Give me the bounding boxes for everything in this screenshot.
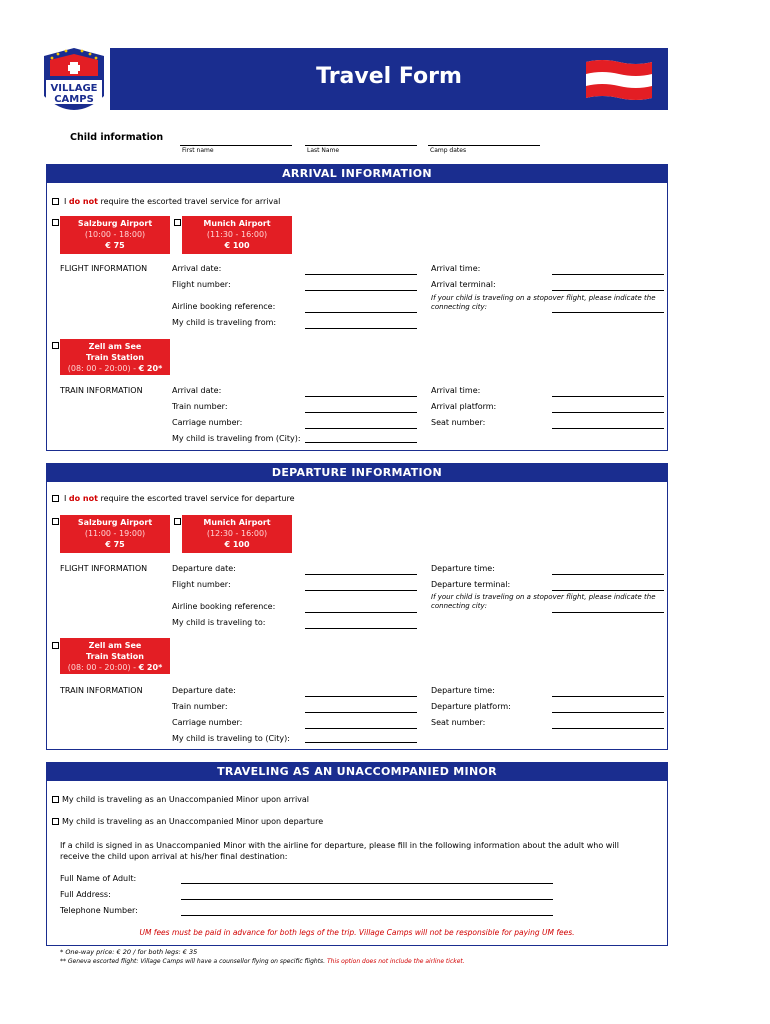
departure-airline-ref-field[interactable] [305, 612, 417, 613]
arrival-terminal-label: Arrival terminal: [431, 280, 496, 289]
arrival-salzburg-checkbox[interactable] [52, 219, 59, 226]
departure-flight-number-label: Flight number: [172, 580, 231, 589]
austria-flag-icon [586, 58, 652, 102]
departure-carriage-number-field[interactable] [305, 728, 417, 729]
arrival-optout-text: I do not require the escorted travel service for arrival [64, 197, 281, 206]
unaccompanied-minor-section [46, 762, 668, 946]
departure-date-label: Departure date: [172, 564, 236, 573]
page-title: Travel Form [316, 64, 462, 89]
um-full-name-label: Full Name of Adult: [60, 874, 137, 883]
um-telephone-field[interactable] [181, 915, 553, 916]
svg-text:CAMPS: CAMPS [54, 94, 94, 105]
departure-platform-label: Departure platform: [431, 702, 511, 711]
departure-salzburg-option: Salzburg Airport (11:00 - 19:00) € 75 [60, 515, 170, 553]
train-departure-date-label: Departure date: [172, 686, 236, 695]
departure-heading: DEPARTURE INFORMATION [47, 464, 667, 482]
departure-optout-text: I do not require the escorted travel service for departure [64, 494, 295, 503]
arrival-date-label: Arrival date: [172, 264, 222, 273]
arrival-optout-checkbox[interactable] [52, 198, 59, 205]
title-banner [110, 48, 668, 110]
departure-zell-option: Zell am See Train Station (08: 00 - 20:00) - € 20* [60, 638, 170, 674]
last-name-caption: Last Name [307, 147, 340, 154]
last-name-field[interactable] [305, 145, 417, 146]
carriage-number-label: Carriage number: [172, 418, 243, 427]
arrival-platform-label: Arrival platform: [431, 402, 497, 411]
departure-seat-label: Seat number: [431, 718, 486, 727]
arrival-seat-field[interactable] [552, 428, 664, 429]
train-arrival-date-field[interactable] [305, 396, 417, 397]
departure-to-city-field[interactable] [305, 742, 417, 743]
departure-train-number-label: Train number: [172, 702, 228, 711]
train-arrival-time-field[interactable] [552, 396, 664, 397]
arrival-seat-label: Seat number: [431, 418, 486, 427]
train-departure-date-field[interactable] [305, 696, 417, 697]
svg-text:VILLAGE: VILLAGE [50, 83, 98, 94]
train-departure-time-label: Departure time: [431, 686, 495, 695]
um-address-label: Full Address: [60, 890, 111, 899]
departure-zell-checkbox[interactable] [52, 642, 59, 649]
um-telephone-label: Telephone Number: [60, 906, 138, 915]
train-number-label: Train number: [172, 402, 228, 411]
departure-stopover-note: If your child is traveling on a stopover flight, please indicate the connecting city: [431, 593, 656, 610]
um-address-field[interactable] [181, 899, 553, 900]
departure-time-field[interactable] [552, 574, 664, 575]
departure-to-field[interactable] [305, 628, 417, 629]
arrival-terminal-field[interactable] [552, 290, 664, 291]
arrival-flight-number-field[interactable] [305, 290, 417, 291]
footnote-one-way-price: * One-way price: € 20 / for both legs: € 35 [60, 948, 198, 956]
arrival-munich-option: Munich Airport (11:30 - 16:00) € 100 [182, 216, 292, 254]
train-number-field[interactable] [305, 412, 417, 413]
arrival-stopover-note: If your child is traveling on a stopover flight, please indicate the connecting city: [431, 294, 656, 311]
train-arrival-date-label: Arrival date: [172, 386, 222, 395]
arrival-flight-info-label: FLIGHT INFORMATION [60, 264, 148, 273]
departure-carriage-number-label: Carriage number: [172, 718, 243, 727]
village-camps-logo [40, 46, 108, 126]
arrival-flight-number-label: Flight number: [172, 280, 231, 289]
arrival-time-label: Arrival time: [431, 264, 481, 273]
departure-optout-checkbox[interactable] [52, 495, 59, 502]
first-name-caption: First name [182, 147, 214, 154]
departure-seat-field[interactable] [552, 728, 664, 729]
footnote-geneva-escort: ** Geneva escorted flight: Village Camps will have a counsellor flying on specific flights. This option does not include the airline ticket. [60, 958, 465, 965]
carriage-number-field[interactable] [305, 428, 417, 429]
departure-train-info-label: TRAIN INFORMATION [60, 686, 143, 695]
camp-dates-field[interactable] [428, 145, 540, 146]
arrival-zell-option: Zell am See Train Station (08: 00 - 20:00) - € 20* [60, 339, 170, 375]
arrival-time-field[interactable] [552, 274, 664, 275]
departure-time-label: Departure time: [431, 564, 495, 573]
departure-airline-ref-label: Airline booking reference: [172, 602, 276, 611]
arrival-zell-checkbox[interactable] [52, 342, 59, 349]
um-arrival-checkbox[interactable] [52, 796, 59, 803]
arrival-heading: ARRIVAL INFORMATION [47, 165, 667, 183]
camp-dates-caption: Camp dates [430, 147, 467, 154]
departure-date-field[interactable] [305, 574, 417, 575]
arrival-connecting-city-field[interactable] [552, 312, 664, 313]
departure-flight-info-label: FLIGHT INFORMATION [60, 564, 148, 573]
departure-to-label: My child is traveling to: [172, 618, 266, 627]
arrival-airline-ref-label: Airline booking reference: [172, 302, 276, 311]
departure-connecting-city-field[interactable] [552, 612, 664, 613]
um-fee-note: UM fees must be paid in advance for both legs of the trip. Village Camps will not be responsible for paying UM fees. [139, 928, 575, 937]
departure-munich-checkbox[interactable] [174, 518, 181, 525]
arrival-munich-checkbox[interactable] [174, 219, 181, 226]
arrival-from-city-field[interactable] [305, 442, 417, 443]
departure-to-city-label: My child is traveling to (City): [172, 734, 290, 743]
arrival-train-info-label: TRAIN INFORMATION [60, 386, 143, 395]
um-arrival-label: My child is traveling as an Unaccompanied Minor upon arrival [62, 795, 310, 804]
departure-terminal-field[interactable] [552, 590, 664, 591]
arrival-from-label: My child is traveling from: [172, 318, 277, 327]
first-name-field[interactable] [180, 145, 292, 146]
arrival-date-field[interactable] [305, 274, 417, 275]
departure-platform-field[interactable] [552, 712, 664, 713]
departure-munich-option: Munich Airport (12:30 - 16:00) € 100 [182, 515, 292, 553]
departure-flight-number-field[interactable] [305, 590, 417, 591]
departure-salzburg-checkbox[interactable] [52, 518, 59, 525]
um-heading: TRAVELING AS AN UNACCOMPANIED MINOR [47, 763, 667, 781]
arrival-airline-ref-field[interactable] [305, 312, 417, 313]
train-arrival-time-label: Arrival time: [431, 386, 481, 395]
arrival-from-city-label: My child is traveling from (City): [172, 434, 301, 443]
um-departure-label: My child is traveling as an Unaccompanied Minor upon departure [62, 817, 324, 826]
um-departure-checkbox[interactable] [52, 818, 59, 825]
arrival-from-field[interactable] [305, 328, 417, 329]
arrival-section [46, 164, 668, 451]
um-full-name-field[interactable] [181, 883, 553, 884]
child-info-label: Child information [70, 132, 164, 143]
departure-train-number-field[interactable] [305, 712, 417, 713]
arrival-platform-field[interactable] [552, 412, 664, 413]
train-departure-time-field[interactable] [552, 696, 664, 697]
arrival-salzburg-option: Salzburg Airport (10:00 - 18:00) € 75 [60, 216, 170, 254]
departure-terminal-label: Departure terminal: [431, 580, 511, 589]
departure-section [46, 463, 668, 750]
um-instructions: If a child is signed in as Unaccompanied Minor with the airline for departure, please fill in the following information about the adult who will receive the child upon arrival at his/her final destination: [60, 841, 619, 861]
